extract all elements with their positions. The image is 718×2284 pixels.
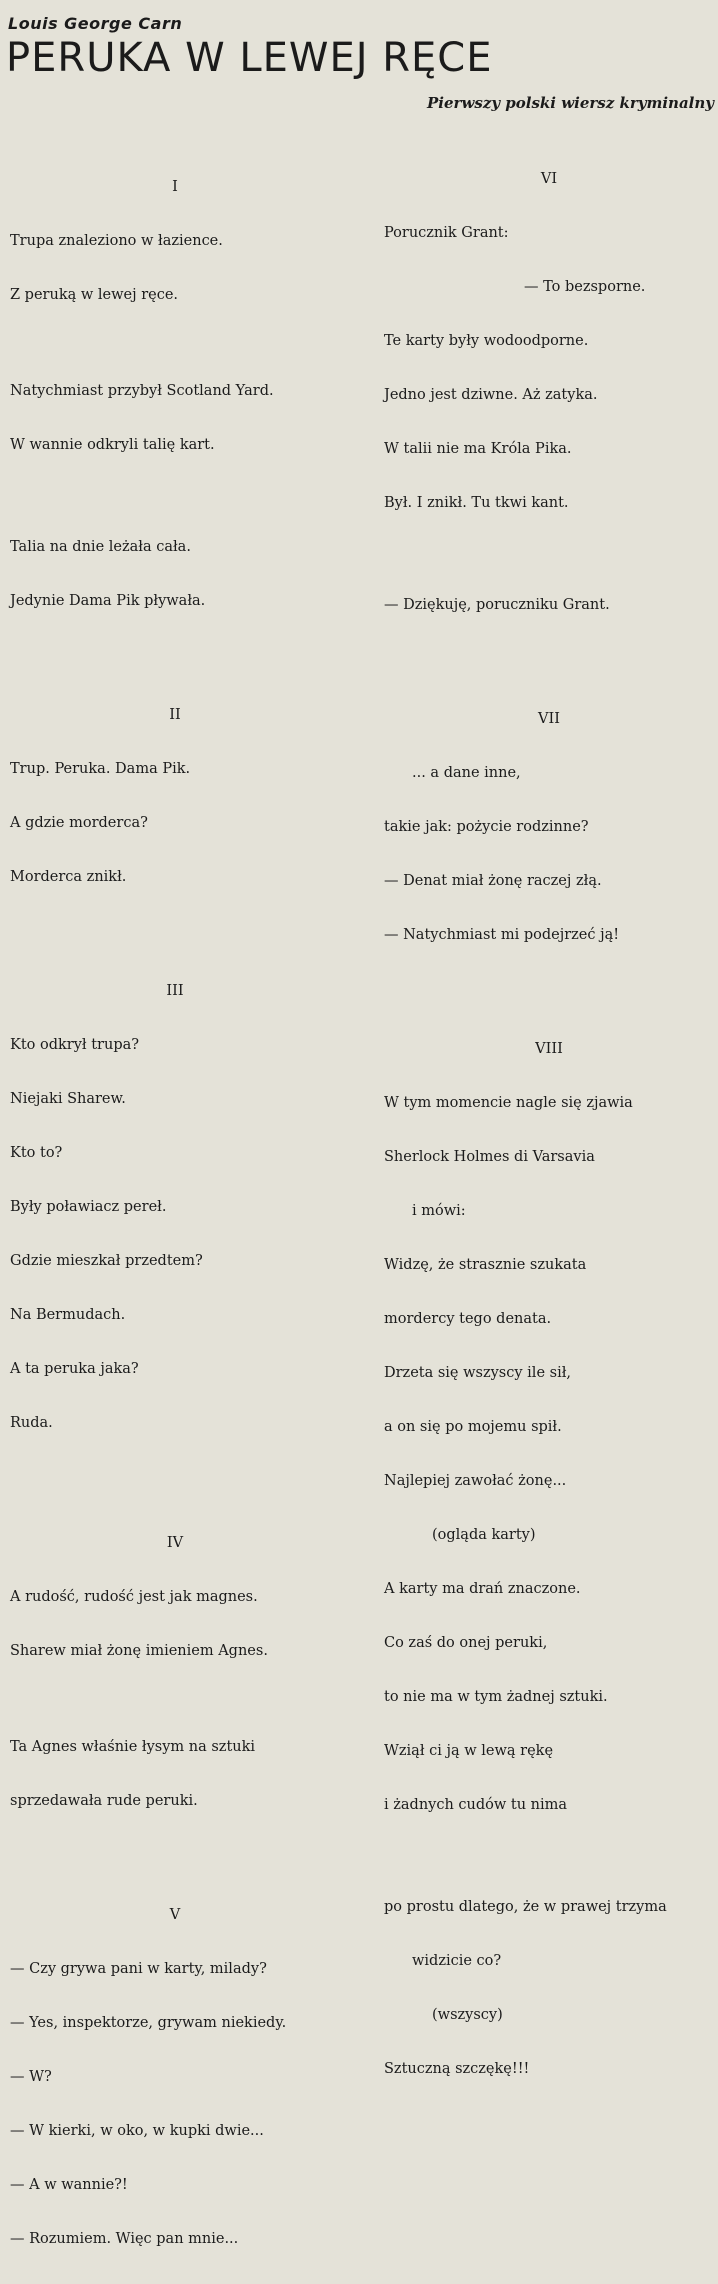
section-number: III: [166, 983, 184, 999]
verse-line: (ogląda karty): [432, 1527, 536, 1543]
verse-line: W talii nie ma Króla Pika.: [384, 441, 572, 457]
verse-line: — To bezsporne.: [524, 279, 646, 295]
verse-line: Kto to?: [10, 1145, 63, 1161]
verse-line: Sztuczną szczękę!!!: [384, 2061, 530, 2077]
verse-line: Z peruką w lewej ręce.: [10, 287, 179, 303]
verse-line: Trup. Peruka. Dama Pik.: [10, 761, 191, 777]
verse-line: Były poławiacz pereł.: [10, 1199, 167, 1215]
verse-line: Najlepiej zawołać żonę...: [384, 1473, 567, 1489]
verse-line: widzicie co?: [412, 1953, 502, 1969]
verse-line: ... a dane inne,: [412, 765, 521, 781]
verse-line: W tym momencie nagle się zjawia: [384, 1095, 633, 1111]
section-number: II: [169, 707, 181, 723]
verse-line: takie jak: pożycie rodzinne?: [384, 819, 589, 835]
verse-line: — Dziękuję, poruczniku Grant.: [384, 597, 610, 613]
verse-line: Te karty były wodoodporne.: [384, 333, 589, 349]
verse-line: mordercy tego denata.: [384, 1311, 552, 1327]
section-number: VIII: [535, 1041, 563, 1057]
verse-line: Co zaś do onej peruki,: [384, 1635, 548, 1651]
verse-line: Na Bermudach.: [10, 1307, 126, 1323]
verse-line: Sharew miał żonę imieniem Agnes.: [10, 1643, 268, 1659]
verse-line: Ruda.: [10, 1415, 53, 1431]
verse-line: A karty ma drań znaczone.: [384, 1581, 581, 1597]
verse-line: Niejaki Sharew.: [10, 1091, 126, 1107]
verse-line: — W kierki, w oko, w kupki dwie...: [10, 2123, 264, 2139]
verse-line: — Czy grywa pani w karty, milady?: [10, 1961, 267, 1977]
verse-line: i mówi:: [412, 1203, 466, 1219]
verse-line: a on się po mojemu spił.: [384, 1419, 562, 1435]
verse-line: — Yes, inspektorze, grywam niekiedy.: [10, 2015, 287, 2031]
verse-line: po prostu dlatego, że w prawej trzyma: [384, 1899, 667, 1915]
verse-line: Był. I znikł. Tu tkwi kant.: [384, 495, 569, 511]
verse-line: (wszyscy): [432, 2007, 503, 2023]
verse-line: — W?: [10, 2069, 52, 2085]
section-number: IV: [166, 1535, 184, 1551]
verse-line: Wziął ci ją w lewą rękę: [384, 1743, 554, 1759]
verse-line: Talia na dnie leżała cała.: [10, 539, 191, 555]
verse-line: — Rozumiem. Więc pan mnie...: [10, 2231, 239, 2247]
verse-line: — Denat miał żonę raczej złą.: [384, 873, 602, 889]
verse-line: Jedno jest dziwne. Aż zatyka.: [384, 387, 598, 403]
right-column: [384, 134, 714, 2114]
verse-line: W wannie odkryli talię kart.: [10, 437, 215, 453]
verse-line: to nie ma w tym żadnej sztuki.: [384, 1689, 608, 1705]
author: Louis George Carn: [8, 14, 183, 33]
left-column: [10, 142, 350, 2284]
verse-line: A gdzie morderca?: [10, 815, 148, 831]
verse-line: Widzę, że strasznie szukata: [384, 1257, 587, 1273]
verse-line: Trupa znaleziono w łazience.: [10, 233, 223, 249]
verse-line: Kto odkrył trupa?: [10, 1037, 140, 1053]
verse-line: Sherlock Holmes di Varsavia: [384, 1149, 595, 1165]
verse-line: A ta peruka jaka?: [10, 1361, 139, 1377]
page-title: PERUKA W LEWEJ RĘCE: [6, 35, 493, 81]
verse-line: Drzeta się wszyscy ile sił,: [384, 1365, 572, 1381]
section-number: I: [172, 179, 178, 195]
verse-line: Porucznik Grant:: [384, 225, 509, 241]
verse-line: Morderca znikł.: [10, 869, 127, 885]
verse-line: Ta Agnes właśnie łysym na sztuki: [10, 1739, 256, 1755]
section-number: VII: [538, 711, 560, 727]
verse-line: — Natychmiast mi podejrzeć ją!: [384, 927, 620, 943]
verse-line: Jedynie Dama Pik pływała.: [10, 593, 206, 609]
verse-line: Natychmiast przybył Scotland Yard.: [10, 383, 274, 399]
verse-line: i żadnych cudów tu nima: [384, 1797, 568, 1813]
verse-line: A rudość, rudość jest jak magnes.: [10, 1589, 258, 1605]
section-number: V: [169, 1907, 181, 1923]
verse-line: — A w wannie?!: [10, 2177, 128, 2193]
section-number: VI: [540, 171, 558, 187]
verse-line: Gdzie mieszkał przedtem?: [10, 1253, 203, 1269]
verse-line: sprzedawała rude peruki.: [10, 1793, 198, 1809]
subtitle: Pierwszy polski wiersz kryminalny: [427, 94, 714, 112]
